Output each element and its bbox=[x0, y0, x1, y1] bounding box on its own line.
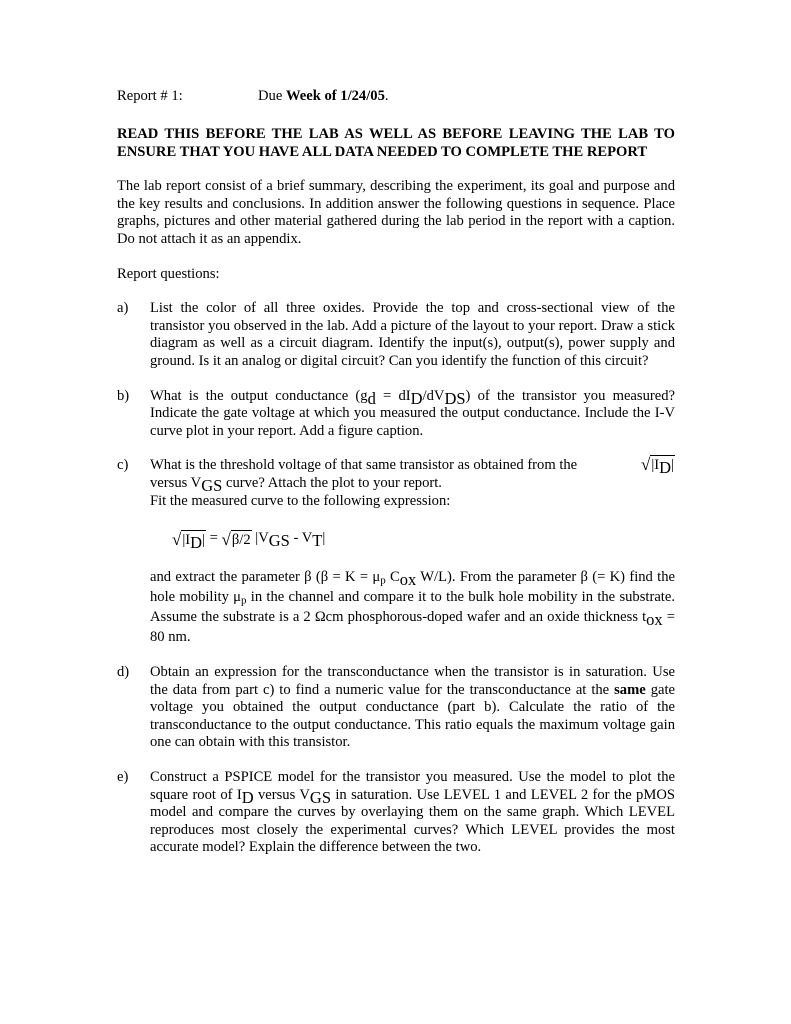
text-run: = dI bbox=[375, 387, 411, 404]
intro-paragraph: The lab report consist of a brief summary, describing the experiment, its goal and purpose and the key results and conclusions. In addition answer the following questions in sequence. Place graphs, pictures and other material gathered during the lab period in the report with a caption. Do not attach it as an appendix. bbox=[117, 178, 675, 247]
fit-formula bbox=[172, 528, 675, 553]
question-text-line2 bbox=[150, 474, 675, 496]
radicand bbox=[650, 455, 675, 478]
text-run: |I bbox=[651, 457, 660, 474]
sqrt-beta-expression bbox=[222, 530, 252, 548]
text-run: and extract the parameter β (β = K = μ bbox=[150, 569, 381, 586]
subscript: T bbox=[312, 531, 323, 551]
subscript: p bbox=[241, 594, 247, 607]
question-text bbox=[150, 455, 675, 478]
text-run: curve? Attach the plot to your report. bbox=[222, 474, 442, 491]
question-a bbox=[117, 300, 675, 370]
parameter-extraction-text bbox=[150, 567, 675, 647]
subscript: D bbox=[241, 787, 254, 807]
report-number: Report # 1: bbox=[117, 88, 183, 104]
text-run: | bbox=[671, 457, 674, 474]
radicand bbox=[181, 530, 206, 553]
question-letter: e) bbox=[117, 769, 129, 786]
question-text bbox=[150, 769, 675, 857]
subscript: D bbox=[410, 388, 423, 408]
text-run: ) of the transistor you measured? Indicate the gate voltage at which you measured the output conductance. Include the I-V curve plot in your report. Add a figure caption. bbox=[150, 387, 675, 439]
question-c bbox=[117, 457, 675, 647]
text-run: - V bbox=[289, 530, 313, 547]
warning-notice: READ THIS BEFORE THE LAB AS WELL AS BEFORE LEAVING THE LAB TO ENSURE THAT YOU HAVE ALL DATA NEEDED TO COMPLETE THE REPORT bbox=[117, 126, 675, 160]
text-run: Construct a PSPICE model for the transistor you measured. Use the model to plot the square root of I bbox=[150, 769, 675, 803]
text-run: = bbox=[205, 530, 222, 547]
text-run: gate voltage you obtained the output conductance (part b). Calculate the ratio of the transconductance to the output conductance. This ratio equals the maximum voltage gain one can obtain with this transistor. bbox=[150, 681, 675, 751]
text-run: /dV bbox=[422, 387, 445, 404]
question-text-line3: Fit the measured curve to the following expression: bbox=[150, 492, 451, 509]
sqrt-id-expression bbox=[641, 455, 675, 478]
text-run: What is the output conductance (g bbox=[150, 387, 368, 404]
subscript: GS bbox=[268, 531, 290, 551]
text-run: = 80 nm. bbox=[150, 609, 675, 646]
question-text bbox=[150, 664, 675, 752]
radical-sign-icon: √ bbox=[172, 530, 182, 550]
due-prefix: Due bbox=[258, 88, 286, 104]
text-run: in the channel and compare it to the bulk hole mobility in the substrate. Assume the substrate is a 2 Ωcm phosphorous-doped wafer and an oxide thickness t bbox=[150, 589, 675, 626]
subscript: DS bbox=[444, 388, 466, 408]
radicand: β/2 bbox=[231, 532, 251, 549]
due-suffix: . bbox=[384, 88, 389, 104]
question-d bbox=[117, 664, 675, 752]
subscript: D bbox=[659, 458, 672, 478]
radical-sign-icon: √ bbox=[221, 530, 231, 550]
text-run: | bbox=[322, 530, 326, 547]
questions-heading: Report questions: bbox=[117, 265, 220, 282]
subscript: D bbox=[190, 533, 203, 553]
text-run: |V bbox=[251, 530, 269, 547]
subscript: GS bbox=[201, 476, 223, 496]
question-e bbox=[117, 769, 675, 857]
radical-sign-icon: √ bbox=[641, 455, 651, 475]
question-letter: d) bbox=[117, 664, 130, 681]
document-page bbox=[117, 88, 675, 857]
subscript: p bbox=[380, 574, 386, 587]
text-run: C bbox=[385, 569, 400, 586]
subscript: d bbox=[367, 388, 376, 408]
text-run: W/L). From the parameter β (= K) find the hole mobility μ bbox=[150, 569, 675, 606]
question-text bbox=[150, 388, 675, 441]
report-header bbox=[117, 88, 675, 108]
emphasis: same bbox=[614, 681, 646, 698]
subscript: GS bbox=[309, 787, 332, 807]
question-b bbox=[117, 388, 675, 441]
text-run: |I bbox=[182, 532, 191, 549]
question-letter: a) bbox=[117, 300, 129, 317]
question-letter: b) bbox=[117, 387, 130, 404]
sqrt-id-expression bbox=[172, 530, 206, 553]
due-date: Week of 1/24/05 bbox=[285, 88, 385, 104]
text-run: Obtain an expression for the transconductance when the transistor is in saturation. Use the data from part c) to find a numeric value for the transconductance at the bbox=[150, 664, 675, 698]
text-run: What is the threshold voltage of that same transistor as obtained from the bbox=[150, 457, 578, 474]
text-run: versus V bbox=[150, 474, 202, 491]
due-date-line bbox=[258, 88, 389, 106]
text-run: versus V bbox=[253, 786, 310, 803]
text-run: in saturation. Use LEVEL 1 and LEVEL 2 for the pMOS model and compare the curves by overlaying them on the same graph. Which LEVEL reproduces most closely the experimental curves? Which LEVEL provides the most accurate model? Explain the difference between the two. bbox=[150, 786, 675, 856]
question-letter: c) bbox=[117, 457, 129, 474]
text-run: | bbox=[202, 532, 205, 549]
subscript: ox bbox=[399, 570, 417, 590]
subscript: ox bbox=[646, 610, 663, 630]
question-text: List the color of all three oxides. Provide the top and cross-sectional view of the transistor you observed in the lab. Add a picture of the layout to your report. Draw a stick diagram as well as a circuit diagram. Identify the input(s), output(s), power supply and ground. Is it an analog or digital circuit? Can you identify the function of this circuit? bbox=[150, 300, 675, 369]
